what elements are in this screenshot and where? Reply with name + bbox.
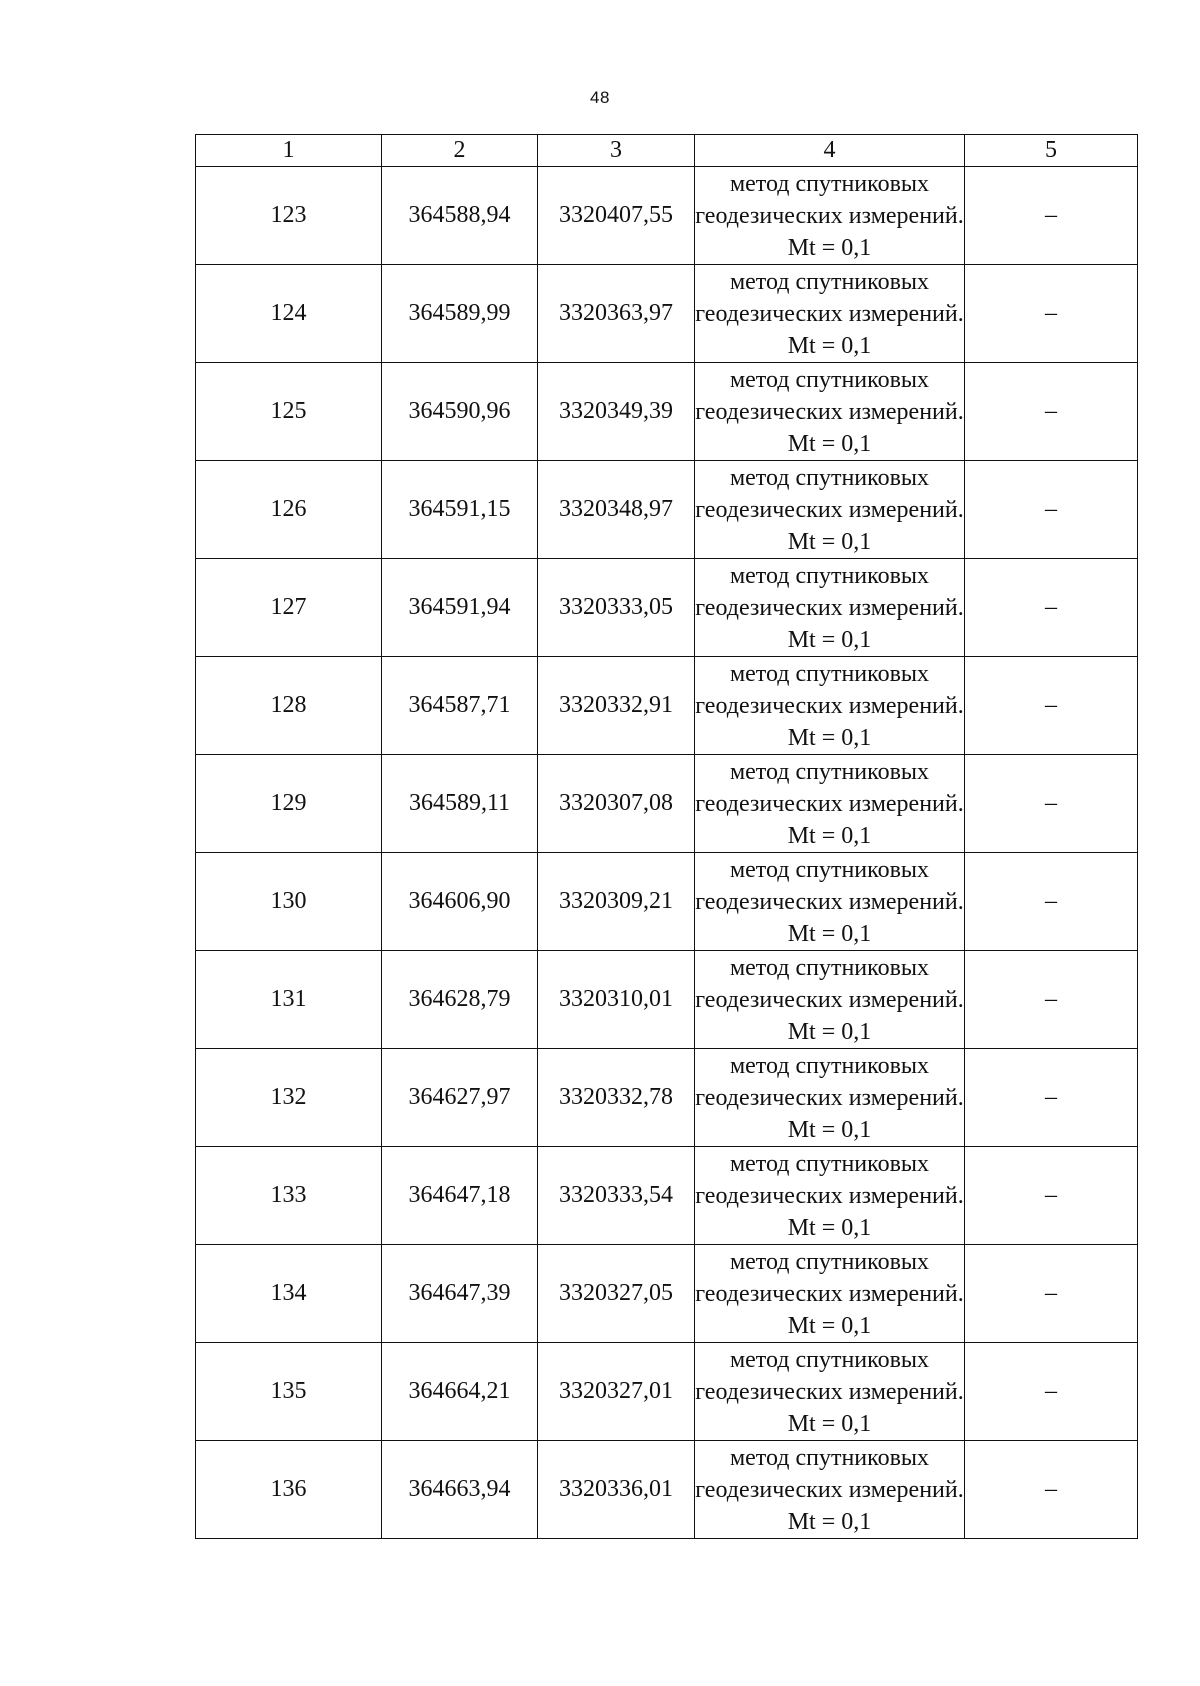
note-cell: –: [965, 755, 1138, 853]
y-coordinate-cell: 3320327,05: [538, 1245, 695, 1343]
table-row: [196, 1245, 1138, 1343]
method-cell: метод спутниковых геодезических измерений. Mt = 0,1: [695, 363, 965, 461]
y-coordinate-cell: 3320333,54: [538, 1147, 695, 1245]
method-cell: метод спутниковых геодезических измерений. Mt = 0,1: [695, 1245, 965, 1343]
note-cell: –: [965, 853, 1138, 951]
note-cell: –: [965, 1343, 1138, 1441]
y-coordinate-cell: 3320349,39: [538, 363, 695, 461]
y-coordinate-cell: 3320309,21: [538, 853, 695, 951]
point-number-cell: 132: [196, 1049, 382, 1147]
x-coordinate-cell: 364589,99: [382, 265, 538, 363]
point-number-cell: 124: [196, 265, 382, 363]
table-row: [196, 1049, 1138, 1147]
note-cell: –: [965, 559, 1138, 657]
coordinates-table: [195, 134, 1138, 1539]
x-coordinate-cell: 364647,18: [382, 1147, 538, 1245]
point-number-cell: 127: [196, 559, 382, 657]
method-cell: метод спутниковых геодезических измерений. Mt = 0,1: [695, 1147, 965, 1245]
point-number-cell: 128: [196, 657, 382, 755]
y-coordinate-cell: 3320332,91: [538, 657, 695, 755]
note-cell: –: [965, 1441, 1138, 1539]
column-header-2: 2: [382, 135, 538, 167]
y-coordinate-cell: 3320336,01: [538, 1441, 695, 1539]
x-coordinate-cell: 364606,90: [382, 853, 538, 951]
table-row: [196, 559, 1138, 657]
method-cell: метод спутниковых геодезических измерений. Mt = 0,1: [695, 1343, 965, 1441]
column-header-5: 5: [965, 135, 1138, 167]
note-cell: –: [965, 167, 1138, 265]
y-coordinate-cell: 3320332,78: [538, 1049, 695, 1147]
table-row: [196, 1343, 1138, 1441]
y-coordinate-cell: 3320327,01: [538, 1343, 695, 1441]
column-header-3: 3: [538, 135, 695, 167]
table-row: [196, 853, 1138, 951]
x-coordinate-cell: 364587,71: [382, 657, 538, 755]
method-cell: метод спутниковых геодезических измерений. Mt = 0,1: [695, 265, 965, 363]
point-number-cell: 133: [196, 1147, 382, 1245]
point-number-cell: 130: [196, 853, 382, 951]
y-coordinate-cell: 3320407,55: [538, 167, 695, 265]
x-coordinate-cell: 364588,94: [382, 167, 538, 265]
method-cell: метод спутниковых геодезических измерений. Mt = 0,1: [695, 167, 965, 265]
table-row: [196, 363, 1138, 461]
y-coordinate-cell: 3320363,97: [538, 265, 695, 363]
table-row: [196, 167, 1138, 265]
point-number-cell: 136: [196, 1441, 382, 1539]
table-row: [196, 1147, 1138, 1245]
header-row: [196, 135, 1138, 167]
table-row: [196, 755, 1138, 853]
note-cell: –: [965, 1147, 1138, 1245]
x-coordinate-cell: 364628,79: [382, 951, 538, 1049]
y-coordinate-cell: 3320310,01: [538, 951, 695, 1049]
table-header: [196, 135, 1138, 167]
note-cell: –: [965, 1049, 1138, 1147]
point-number-cell: 125: [196, 363, 382, 461]
table-row: [196, 657, 1138, 755]
x-coordinate-cell: 364663,94: [382, 1441, 538, 1539]
note-cell: –: [965, 461, 1138, 559]
point-number-cell: 134: [196, 1245, 382, 1343]
note-cell: –: [965, 363, 1138, 461]
method-cell: метод спутниковых геодезических измерений. Mt = 0,1: [695, 657, 965, 755]
point-number-cell: 135: [196, 1343, 382, 1441]
note-cell: –: [965, 1245, 1138, 1343]
x-coordinate-cell: 364647,39: [382, 1245, 538, 1343]
method-cell: метод спутниковых геодезических измерений. Mt = 0,1: [695, 755, 965, 853]
method-cell: метод спутниковых геодезических измерений. Mt = 0,1: [695, 559, 965, 657]
column-header-4: 4: [695, 135, 965, 167]
table-row: [196, 461, 1138, 559]
y-coordinate-cell: 3320307,08: [538, 755, 695, 853]
point-number-cell: 123: [196, 167, 382, 265]
y-coordinate-cell: 3320348,97: [538, 461, 695, 559]
x-coordinate-cell: 364589,11: [382, 755, 538, 853]
point-number-cell: 131: [196, 951, 382, 1049]
point-number-cell: 129: [196, 755, 382, 853]
x-coordinate-cell: 364591,94: [382, 559, 538, 657]
method-cell: метод спутниковых геодезических измерений. Mt = 0,1: [695, 951, 965, 1049]
table-row: [196, 951, 1138, 1049]
method-cell: метод спутниковых геодезических измерений. Mt = 0,1: [695, 461, 965, 559]
method-cell: метод спутниковых геодезических измерений. Mt = 0,1: [695, 1049, 965, 1147]
x-coordinate-cell: 364627,97: [382, 1049, 538, 1147]
table-body: [196, 167, 1138, 1539]
x-coordinate-cell: 364590,96: [382, 363, 538, 461]
table-row: [196, 265, 1138, 363]
table-row: [196, 1441, 1138, 1539]
note-cell: –: [965, 951, 1138, 1049]
point-number-cell: 126: [196, 461, 382, 559]
x-coordinate-cell: 364664,21: [382, 1343, 538, 1441]
method-cell: метод спутниковых геодезических измерений. Mt = 0,1: [695, 1441, 965, 1539]
note-cell: –: [965, 657, 1138, 755]
page-number: 48: [590, 88, 610, 107]
column-header-1: 1: [196, 135, 382, 167]
method-cell: метод спутниковых геодезических измерений. Mt = 0,1: [695, 853, 965, 951]
y-coordinate-cell: 3320333,05: [538, 559, 695, 657]
note-cell: –: [965, 265, 1138, 363]
x-coordinate-cell: 364591,15: [382, 461, 538, 559]
